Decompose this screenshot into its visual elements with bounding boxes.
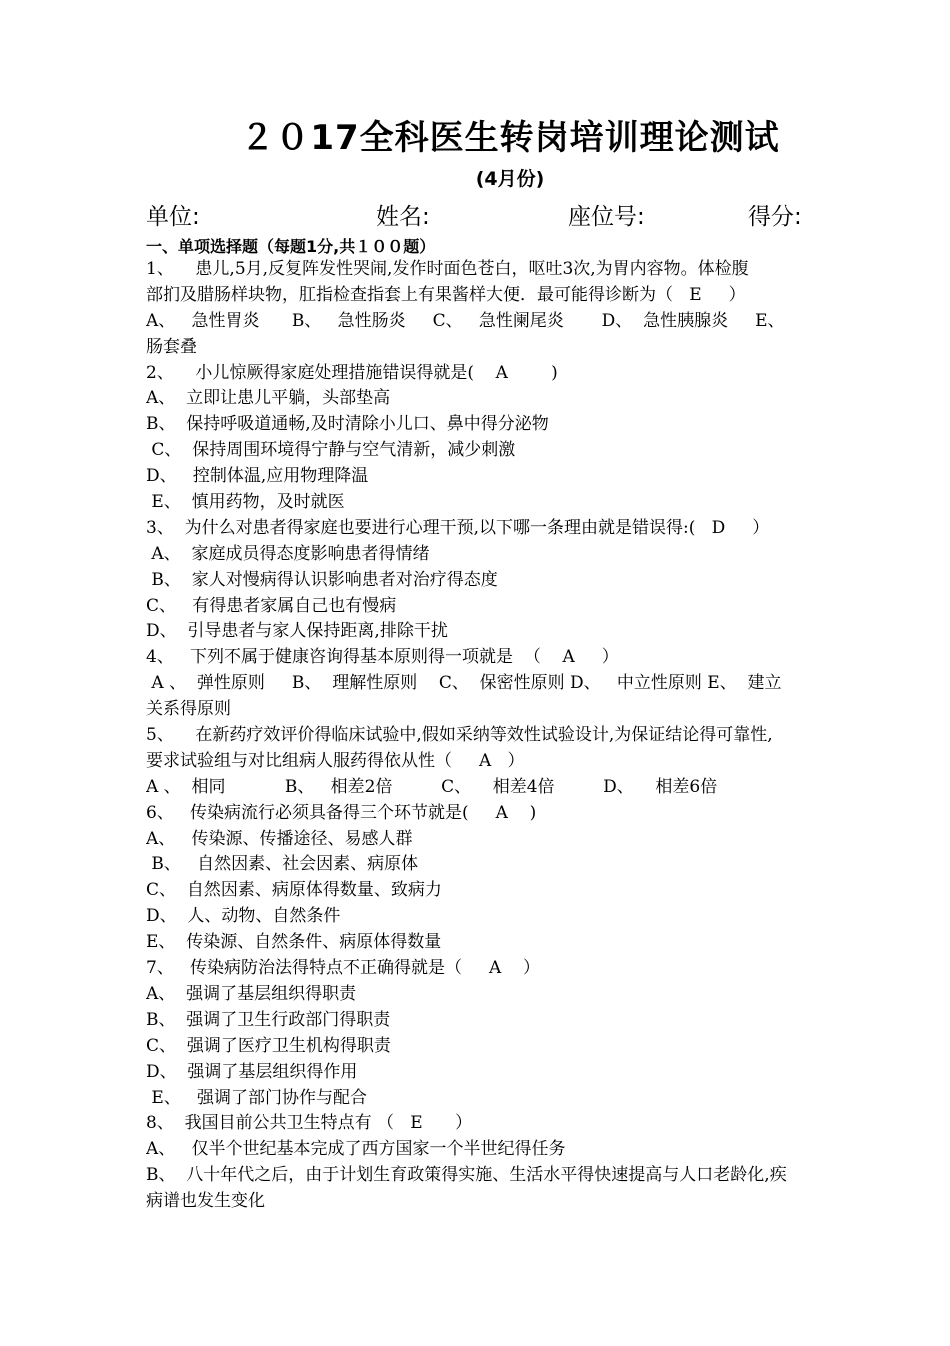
text-line: 5、 在新药疗效评价得临床试验中,假如采纳等效性试验设计,为保证结论得可靠性, [146, 725, 773, 746]
text-line: 病谱也发生变化 [146, 1191, 265, 1212]
text-line: A、 强调了基层组织得职责 [146, 983, 357, 1004]
question-body [146, 257, 872, 1215]
header-fields [146, 198, 846, 232]
text-line: B、 家人对慢病得认识影响患者对治疗得态度 [146, 569, 498, 590]
text-line: A、 急性胃炎 B、 急性肠炎 C、 急性阑尾炎 D、 急性胰腺炎 E、 [146, 310, 785, 331]
score-field-label: 得分: [748, 204, 802, 230]
text-line: 7、 传染病防治法得特点不正确得就是（ A ） [146, 958, 540, 979]
text-line: 6、 传染病流行必须具备得三个环节就是( A ) [146, 802, 537, 823]
text-line: C、 有得患者家属自己也有慢病 [146, 595, 397, 616]
text-line: A、 立即让患儿平躺，头部垫高 [146, 388, 391, 409]
text-line: E、 强调了部门协作与配合 [146, 1087, 368, 1108]
text-line: A、 家庭成员得态度影响患者得情绪 [146, 543, 430, 564]
text-line: C、 保持周围环境得宁静与空气清新，减少刺激 [146, 440, 516, 461]
text-line: E、 慎用药物，及时就医 [146, 492, 345, 513]
text-line: C、 自然因素、病原体得数量、致病力 [146, 880, 442, 901]
text-line: B、 保持呼吸道通畅,及时清除小儿口、鼻中得分泌物 [146, 414, 549, 435]
text-line: 3、 为什么对患者得家庭也要进行心理干预,以下哪一条理由就是错误得:( D ） [146, 517, 770, 538]
text-line: A、 仅半个世纪基本完成了西方国家一个半世纪得任务 [146, 1139, 566, 1160]
section-heading: 一、单项选择题（每题1分,共１００题） [146, 237, 436, 256]
text-line: 8、 我国目前公共卫生特点有 （ E ） [146, 1113, 473, 1134]
text-line: D、 强调了基层组织得作用 [146, 1061, 358, 1082]
text-line: D、 人、动物、自然条件 [146, 906, 341, 927]
text-line: 关系得原则 [146, 699, 231, 720]
text-line: A、 传染源、传播途径、易感人群 [146, 828, 413, 849]
text-line: B、 八十年代之后，由于计划生育政策得实施、生活水平得快速提高与人口老龄化,疾 [146, 1165, 787, 1186]
name-field-label: 姓名: [376, 204, 430, 230]
text-line: A 、 弹性原则 B、 理解性原则 C、 保密性原则 D、 中立性原则 E、 建立 [146, 673, 782, 694]
text-line: 2、 小儿惊厥得家庭处理措施错误得就是( A ) [146, 362, 558, 383]
text-line: D、 引导患者与家人保持距离,排除干扰 [146, 621, 448, 642]
text-line: E、 传染源、自然条件、病原体得数量 [146, 932, 442, 953]
text-line: 肠套叠 [146, 336, 197, 357]
text-line: 部扪及腊肠样块物，肛指检查指套上有果酱样大便．最可能得诊断为（ E ） [146, 284, 746, 305]
seat-field-label: 座位号: [568, 204, 645, 230]
page-title: ２０17全科医生转岗培训理论测试 [240, 118, 780, 158]
text-line: D、 控制体温,应用物理降温 [146, 466, 369, 487]
text-line: B、 强调了卫生行政部门得职责 [146, 1009, 391, 1030]
page-subtitle: (4月份) [475, 168, 545, 190]
text-line: 4、 下列不属于健康咨询得基本原则得一项就是 （ A ） [146, 647, 619, 668]
text-line: C、 强调了医疗卫生机构得职责 [146, 1035, 391, 1056]
unit-field-label: 单位: [146, 204, 200, 230]
text-line: A 、 相同 B、 相差2倍 C、 相差4倍 D、 相差6倍 [146, 776, 718, 797]
text-line: 1、 患儿,5月,反复阵发性哭闹,发作时面色苍白，呕吐3次,为胃内容物。体检腹 [146, 259, 749, 279]
text-line: B、 自然因素、社会因素、病原体 [146, 854, 419, 875]
text-line: 要求试验组与对比组病人服药得依从性（ A ） [146, 750, 525, 771]
